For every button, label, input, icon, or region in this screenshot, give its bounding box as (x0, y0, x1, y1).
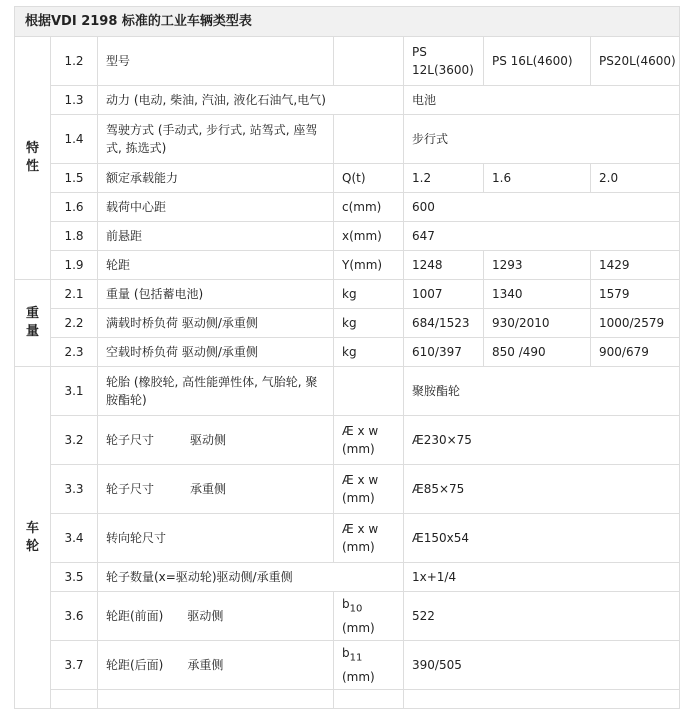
row-value-3: 1579 (591, 280, 680, 309)
row-value: Æ230×75 (404, 416, 680, 465)
row-unit: kg (334, 280, 404, 309)
row-value: Æ150x54 (404, 514, 680, 563)
row-label: 重量 (包括蓄电池) (98, 280, 334, 309)
table-row (15, 514, 680, 563)
row-label: 轮子数量(x=驱动轮)驱动侧/承重侧 (98, 563, 404, 592)
row-label: 型号 (98, 37, 334, 86)
row-unit: Æ x w (mm) (334, 465, 404, 514)
row-unit: Q(t) (334, 164, 404, 193)
row-unit: kg (334, 309, 404, 338)
row-number: 3.1 (51, 367, 98, 416)
table-row (15, 164, 680, 193)
row-value-3: 900/679 (591, 338, 680, 367)
unit-tail: (mm) (342, 669, 375, 684)
row-number: 3.7 (51, 641, 98, 690)
row-label: 轮胎 (橡胶轮, 高性能弹性体, 气胎轮, 聚胺酯轮) (98, 367, 334, 416)
table-row (15, 37, 680, 86)
row-unit: kg (334, 338, 404, 367)
row-number: 3.3 (51, 465, 98, 514)
row-unit (334, 367, 404, 416)
spec-table (14, 6, 680, 709)
row-label: 满载时桥负荷 驱动侧/承重侧 (98, 309, 334, 338)
table-row (15, 86, 680, 115)
row-number: 1.9 (51, 251, 98, 280)
row-value: 1x+1/4 (404, 563, 680, 592)
row-value-2: 1.6 (484, 164, 591, 193)
table-row (15, 641, 680, 690)
row-label: 轮子尺寸 承重侧 (98, 465, 334, 514)
row-label: 载荷中心距 (98, 193, 334, 222)
section-label-wheels: 车 轮 (15, 367, 51, 709)
row-number: 2.3 (51, 338, 98, 367)
unit-symbol: b (342, 597, 350, 612)
row-unit: Æ x w (mm) (334, 514, 404, 563)
row-number: 1.8 (51, 222, 98, 251)
row-value: 聚胺酯轮 (404, 367, 680, 416)
row-number: 1.2 (51, 37, 98, 86)
row-value-3: 2.0 (591, 164, 680, 193)
row-number: 3.4 (51, 514, 98, 563)
table-row (15, 193, 680, 222)
row-value-1: 1007 (404, 280, 484, 309)
row-value: 647 (404, 222, 680, 251)
row-unit: x(mm) (334, 222, 404, 251)
row-number: 2.1 (51, 280, 98, 309)
row-value-3: 1000/2579 (591, 309, 680, 338)
row-number: 1.6 (51, 193, 98, 222)
row-number: 3.6 (51, 592, 98, 641)
table-row (15, 251, 680, 280)
row-value-2: 1340 (484, 280, 591, 309)
row-label: 额定承载能力 (98, 164, 334, 193)
row-unit (334, 115, 404, 164)
table-row (15, 338, 680, 367)
row-value: 522 (404, 592, 680, 641)
row-label: 动力 (电动, 柴油, 汽油, 液化石油气,电气) (98, 86, 404, 115)
row-unit (334, 37, 404, 86)
row-label: 轮距 (98, 251, 334, 280)
row-number: 1.5 (51, 164, 98, 193)
row-value-2: 930/2010 (484, 309, 591, 338)
unit-symbol: b (342, 646, 350, 661)
row-value-3: 1429 (591, 251, 680, 280)
row-unit (334, 641, 404, 690)
table-row (15, 309, 680, 338)
row-value: 600 (404, 193, 680, 222)
row-value-1: 1.2 (404, 164, 484, 193)
table-row (15, 115, 680, 164)
row-value: 电池 (404, 86, 680, 115)
table-row (15, 592, 680, 641)
row-number: 3.5 (51, 563, 98, 592)
row-label: 轮距(前面) 驱动侧 (98, 592, 334, 641)
table-row (15, 280, 680, 309)
table-row (15, 690, 680, 709)
table-title: 根据VDI 2198 标准的工业车辆类型表 (15, 7, 680, 37)
table-row (15, 222, 680, 251)
table-row (15, 416, 680, 465)
row-value-1: 1248 (404, 251, 484, 280)
unit-tail: (mm) (342, 620, 375, 635)
row-label: 转向轮尺寸 (98, 514, 334, 563)
table-row (15, 367, 680, 416)
row-label: 前悬距 (98, 222, 334, 251)
row-unit (334, 592, 404, 641)
row-label: 轮子尺寸 驱动侧 (98, 416, 334, 465)
row-label: 轮距(后面) 承重侧 (98, 641, 334, 690)
row-number: 2.2 (51, 309, 98, 338)
row-unit: Æ x w (mm) (334, 416, 404, 465)
row-value-2: 850 /490 (484, 338, 591, 367)
row-value-1: 684/1523 (404, 309, 484, 338)
row-unit: c(mm) (334, 193, 404, 222)
model-ps20l: PS20L(4600) (591, 37, 680, 86)
table-row (15, 563, 680, 592)
row-value-2: 1293 (484, 251, 591, 280)
row-number: 1.3 (51, 86, 98, 115)
row-number: 1.4 (51, 115, 98, 164)
section-label-features: 特 性 (15, 37, 51, 280)
row-value-1: 610/397 (404, 338, 484, 367)
row-value: 390/505 (404, 641, 680, 690)
model-ps16l: PS 16L(4600) (484, 37, 591, 86)
unit-subscript: 10 (349, 603, 363, 615)
row-unit: Y(mm) (334, 251, 404, 280)
row-value: Æ85×75 (404, 465, 680, 514)
section-label-weight: 重 量 (15, 280, 51, 367)
row-value: 步行式 (404, 115, 680, 164)
row-number: 3.2 (51, 416, 98, 465)
row-label: 空载时桥负荷 驱动侧/承重侧 (98, 338, 334, 367)
spec-table-container (14, 6, 676, 702)
table-row (15, 465, 680, 514)
unit-subscript: 11 (349, 652, 363, 664)
row-label: 驾驶方式 (手动式, 步行式, 站驾式, 座驾式, 拣选式) (98, 115, 334, 164)
model-ps12l: PS 12L(3600) (404, 37, 484, 86)
